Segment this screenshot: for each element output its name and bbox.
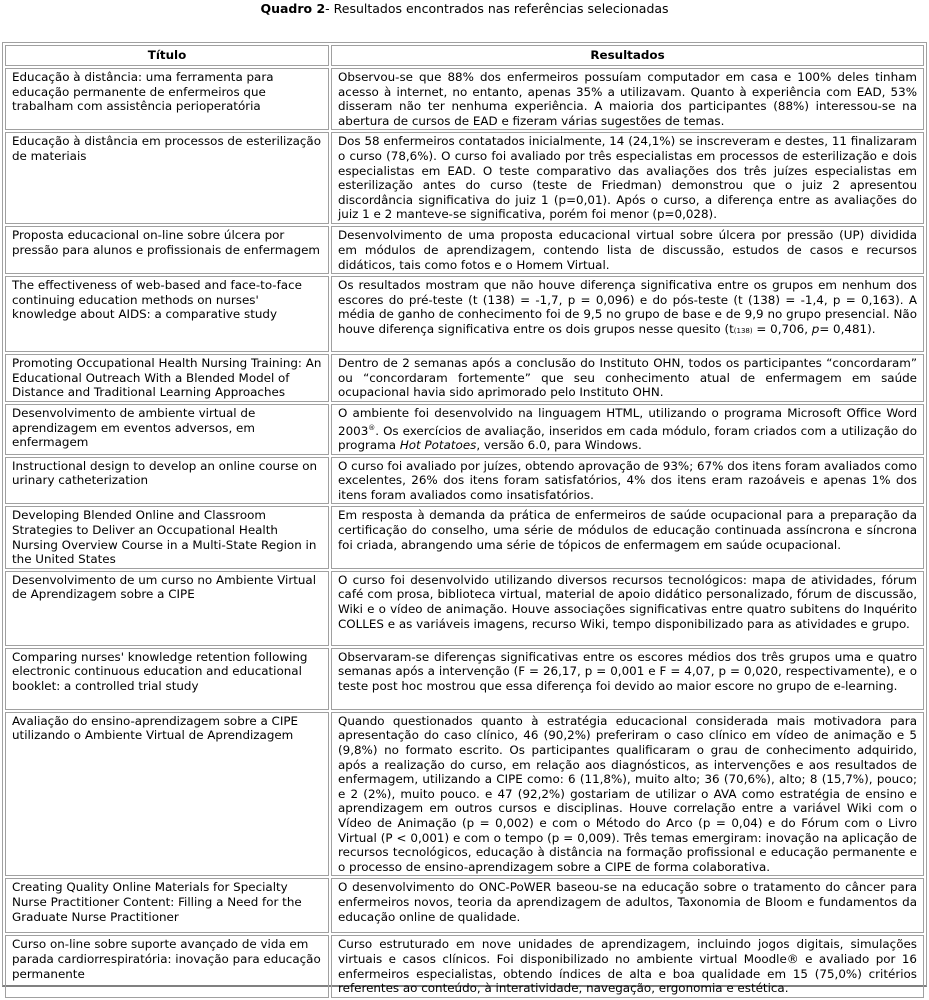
cell-titulo: Promoting Occupational Health Nursing Training: An Educational Outreach With a Blended Model of Distance and Traditional Learning Approaches: [5, 354, 329, 402]
resultados-italic-software: Hot Potatoes: [399, 438, 477, 453]
caption-label: Quadro 2: [260, 1, 326, 16]
table-row: [5, 226, 924, 274]
cell-titulo: Proposta educacional on-line sobre úlcera por pressão para alunos e profissionais de enfermagem: [5, 226, 329, 274]
cell-resultados: O desenvolvimento do ONC-PoWER baseou-se na educação sobre o tratamento do câncer para enfermeiros novos, teoria da aprendizagem de adultos, Taxonomia de Bloom e fundamentos da educação online de qualidade.: [331, 878, 924, 933]
cell-resultados: Observaram-se diferenças significativas entre os escores médios dos três grupos uma e quatro semanas após a intervenção (F = 26,17, p = 0,001 e F = 4,07, p = 0,020, respectivamente), e o teste post hoc mostrou que essa diferença foi devido ao maior escore no grupo de e-learning.: [331, 648, 924, 710]
table-row: [5, 571, 924, 646]
cell-titulo: Avaliação do ensino-aprendizagem sobre a CIPE utilizando o Ambiente Virtual de Aprendizagem: [5, 712, 329, 877]
resultados-text-c: = 0,481).: [819, 321, 876, 336]
cell-titulo: Developing Blended Online and Classroom Strategies to Deliver an Occupational Health Nursing Overview Course in a Multi-State Region in the United States: [5, 506, 329, 568]
results-table: [3, 43, 926, 1000]
cell-resultados: Curso estruturado em nove unidades de aprendizagem, incluindo jogos digitais, simulações virtuais e casos clínicos. Foi disponibilizado no ambiente virtual Moodle® e avaliado por 16 enfermeiros especialistas, obtendo índices de alta e boa qualidade em 15 (75,0%) critérios referentes ao conteúdo, à interatividade, navegação, ergonomia e estética.: [331, 935, 924, 997]
resultados-text-a: O ambiente foi desenvolvido na linguagem HTML, utilizando o programa Microsoft Office Word 2003: [338, 405, 917, 438]
table-header-row: [5, 45, 924, 66]
resultados-text-b: = 0,706,: [752, 321, 812, 336]
registered-mark: ®: [368, 423, 376, 432]
resultados-subscript: (138): [733, 326, 753, 335]
resultados-italic-p: p: [811, 321, 820, 336]
table-row: [5, 712, 924, 877]
cell-titulo: The effectiveness of web-based and face-to-face continuing education methods on nurses' knowledge about AIDS: a comparative study: [5, 276, 329, 352]
cell-titulo: Desenvolvimento de ambiente virtual de aprendizagem em eventos adversos, em enfermagem: [5, 404, 329, 455]
cell-resultados: Desenvolvimento de uma proposta educacional virtual sobre úlcera por pressão (UP) dividida em módulos de aprendizagem, contendo lista de discussão, estudos de casos e recursos didáticos, tais como fotos e o Homem Virtual.: [331, 226, 924, 274]
caption-text: - Resultados encontrados nas referências selecionadas: [325, 1, 669, 16]
header-titulo: Título: [5, 45, 329, 66]
table-row: [5, 935, 924, 997]
cell-titulo: Creating Quality Online Materials for Specialty Nurse Practitioner Content: Filling a Need for the Graduate Nurse Practitioner: [5, 878, 329, 933]
table-row: [5, 506, 924, 568]
resultados-text-b: . Os exercícios de avaliação, inseridos em cada módulo, foram criados com a utilização do programa: [338, 423, 917, 453]
cell-resultados: Observou-se que 88% dos enfermeiros possuíam computador em casa e 100% deles tinham acesso à internet, no entanto, apenas 35% a utilizavam. Quanto à experiência com EAD, 53% disseram não ter nenhuma experiência. A maioria dos participantes (88%) interessou-se na abertura de cursos de EAD e fizeram várias sugestões de temas.: [331, 68, 924, 130]
cell-titulo: Desenvolvimento de um curso no Ambiente Virtual de Aprendizagem sobre a CIPE: [5, 571, 329, 646]
cell-resultados: Dentro de 2 semanas após a conclusão do Instituto OHN, todos os participantes “concordaram” ou “concordaram fortemente” que seu conhecimento atual de enfermagem em saúde ocupacional havia sido aprimorado pelo Instituto OHN.: [331, 354, 924, 402]
cell-resultados: O curso foi avaliado por juízes, obtendo aprovação de 93%; 67% dos itens foram avaliados como excelentes, 26% dos itens foram satisfatórios, 4% dos itens eram razoáveis e apenas 1% dos itens foram avaliados como insatisfatórios.: [331, 457, 924, 505]
table-row: [5, 878, 924, 933]
cell-resultados: Dos 58 enfermeiros contatados inicialmente, 14 (24,1%) se inscreveram e destes, 11 finalizaram o curso (78,6%). O curso foi avaliado por três especialistas em processos de esterilização e dois especialistas em EAD. O teste comparativo das avaliações dos três juízes especialistas em esterilização antes do curso (teste de Friedman) demonstrou que o juiz 2 apresentou discordância significativa do juiz 1 (p=0,01). Após o curso, a diferença entre as avaliações do juiz 1 e 2 manteve-se significativa, porém foi menor (p=0,028).: [331, 132, 924, 224]
cell-resultados: O curso foi desenvolvido utilizando diversos recursos tecnológicos: mapa de atividades, fórum café com prosa, biblioteca virtual, material de apoio didático personalizado, fórum de discussão, Wiki e o vídeo de animação. Houve associações significativas entre quatro subitens do Inquérito COLLES e as variáveis imagens, recurso Wiki, tempo disponibilizado para as atividades e grupo.: [331, 571, 924, 646]
cell-resultados: [331, 276, 924, 352]
cell-resultados: [331, 404, 924, 455]
cell-titulo: Educação à distância: uma ferramenta para educação permanente de enfermeiros que trabalham com assistência perioperatória: [5, 68, 329, 130]
header-resultados: Resultados: [331, 45, 924, 66]
results-table-container: [2, 42, 927, 996]
cell-titulo: Curso on-line sobre suporte avançado de vida em parada cardiorrespiratória: inovação para educação permanente: [5, 935, 329, 997]
table-row: [5, 68, 924, 130]
table-row: [5, 276, 924, 352]
cell-resultados: Quando questionados quanto à estratégia educacional considerada mais motivadora para apresentação do caso clínico, 46 (90,2%) preferiram o caso clínico em vídeo de animação e 5 (9,8%) no formato escrito. Os participantes qualificaram o grau de conhecimento adquirido, após a realização do curso, em relação aos diagnósticos, as intervenções e aos resultados de enfermagem, utilizando a CIPE como: 6 (11,8%), muito alto; 36 (70,6%), alto; 8 (15,7%), pouco; e 2 (2%), muito pouco. e 47 (92,2%) gostariam de utilizar o AVA como estratégia de ensino e aprendizagem em outros cursos e disciplinas. Houve correlação entre a variável Wiki com o Vídeo de Animação (p = 0,002) e com o Método do Arco (p = 0,04) e do Fórum com o Livro Virtual (P < 0,001) e com o tempo (p = 0,009). Três temas emergiram: inovação na aplicação de recursos tecnológicos, educação à distância na formação profissional e educação permanente e o processo de ensino-aprendizagem sobre a CIPE de forma colaborativa.: [331, 712, 924, 877]
table-row: [5, 457, 924, 505]
table-row: [5, 404, 924, 455]
table-row: [5, 648, 924, 710]
cell-titulo: Educação à distância em processos de esterilização de materiais: [5, 132, 329, 224]
cell-titulo: Comparing nurses' knowledge retention following electronic continuous education and educational booklet: a controlled trial study: [5, 648, 329, 710]
resultados-text-c: , versão 6.0, para Windows.: [476, 438, 642, 453]
table-row: [5, 354, 924, 402]
resultados-text-a: Os resultados mostram que não houve diferença significativa entre os grupos em nenhum dos escores do pré-teste (t (138) = -1,7, p = 0,096) e do pós-teste (t (138) = -1,4, p = 0,163). A média de ganho de conhecimento foi de 9,5 no grupo de base e de 9,9 no grupo presencial. Não houve diferença significativa entre os dois grupos nesse quesito (t: [338, 278, 917, 336]
table-caption: [0, 1, 929, 17]
cell-titulo: Instructional design to develop an online course on urinary catheterization: [5, 457, 329, 505]
table-row: [5, 132, 924, 224]
cell-resultados: Em resposta à demanda da prática de enfermeiros de saúde ocupacional para a preparação da certificação do conselho, uma série de módulos de educação continuada assíncrona e síncrona foi criada, abrangendo uma série de tópicos de enfermagem em saúde ocupacional.: [331, 506, 924, 568]
